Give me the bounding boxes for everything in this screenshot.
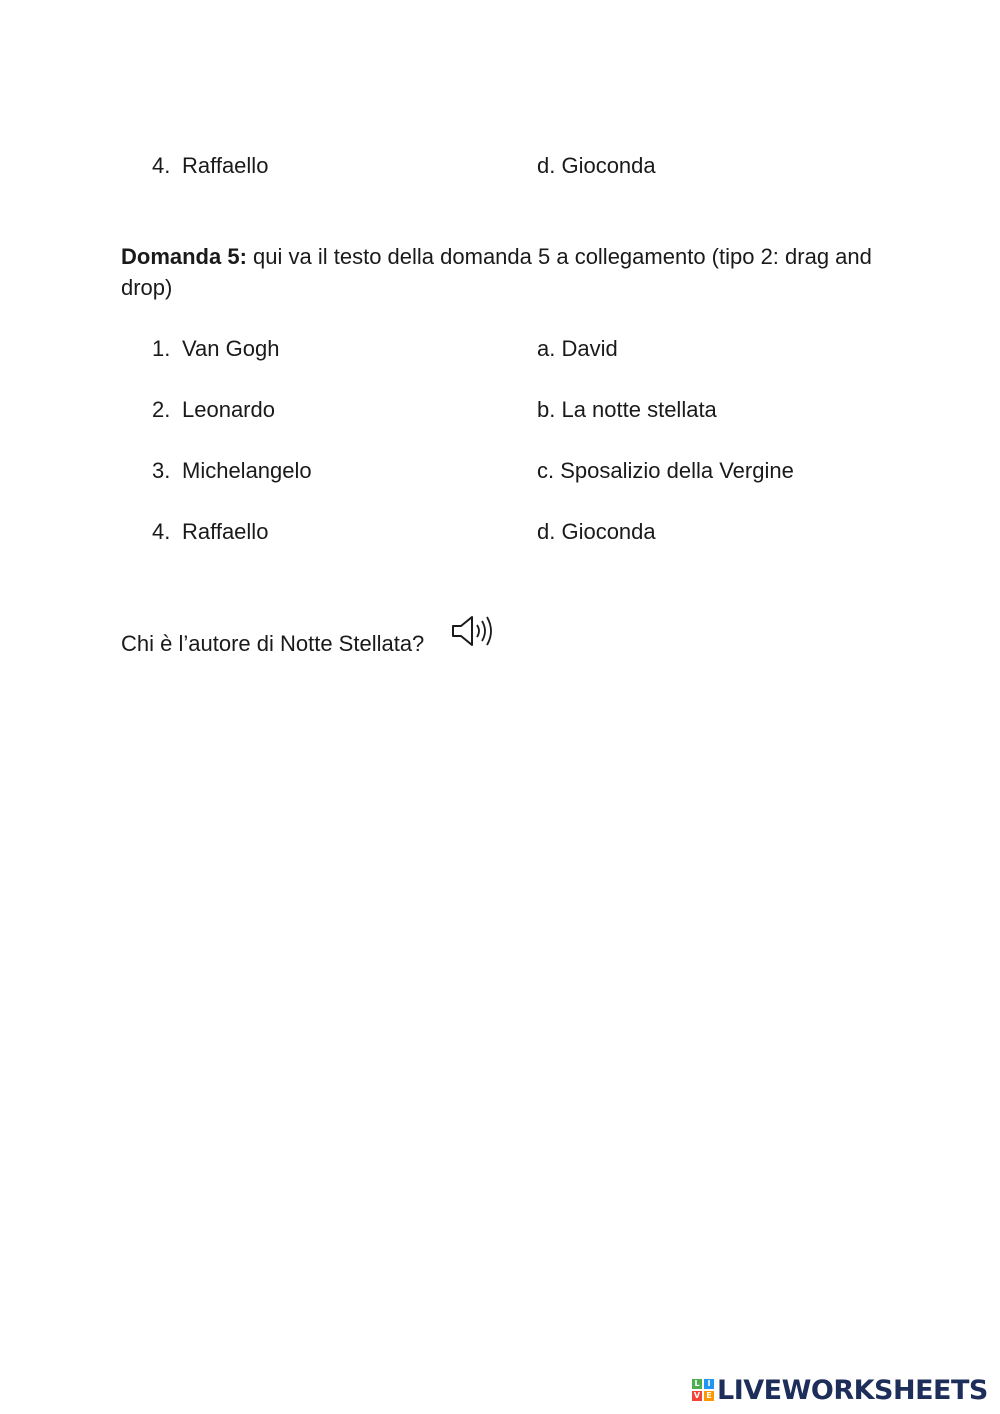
- logo-mark-icon: [692, 1379, 714, 1401]
- match-number: 3.: [152, 458, 171, 483]
- logo-letter: E: [704, 1391, 714, 1401]
- match-left-item[interactable]: Raffaello: [182, 153, 269, 178]
- match-right-item-sposalizio[interactable]: c. Sposalizio della Vergine: [537, 458, 794, 483]
- match-number: 2.: [152, 397, 171, 422]
- match-number: 4.: [152, 519, 171, 544]
- match-right-item[interactable]: d. Gioconda: [537, 153, 656, 178]
- match-left-item-michelangelo[interactable]: Michelangelo: [182, 458, 312, 483]
- logo-text: LIVEWORKSHEETS: [717, 1374, 988, 1406]
- match-right-item-david[interactable]: a. David: [537, 336, 618, 361]
- match-left-item-raffaello[interactable]: Raffaello: [182, 519, 269, 544]
- logo-letter: I: [704, 1379, 714, 1389]
- match-number: 4.: [152, 153, 171, 178]
- logo-letter: V: [693, 1391, 701, 1400]
- question-5-body: qui va il testo della domanda 5 a collegamento (tipo 2: drag and drop): [121, 244, 872, 300]
- match-left-item-leonardo[interactable]: Leonardo: [182, 397, 275, 422]
- logo-letter: L: [692, 1379, 702, 1389]
- liveworksheets-logo: [692, 1373, 988, 1407]
- match-left-item-van-gogh[interactable]: Van Gogh: [182, 336, 280, 361]
- question-5-label: Domanda 5:: [121, 244, 247, 269]
- speaker-icon[interactable]: [450, 614, 496, 648]
- audio-question-text: Chi è l’autore di Notte Stellata?: [121, 631, 425, 656]
- match-right-item-gioconda[interactable]: d. Gioconda: [537, 519, 656, 544]
- match-right-item-notte-stellata[interactable]: b. La notte stellata: [537, 397, 717, 422]
- question-5-text: [121, 241, 891, 303]
- match-number: 1.: [152, 336, 171, 361]
